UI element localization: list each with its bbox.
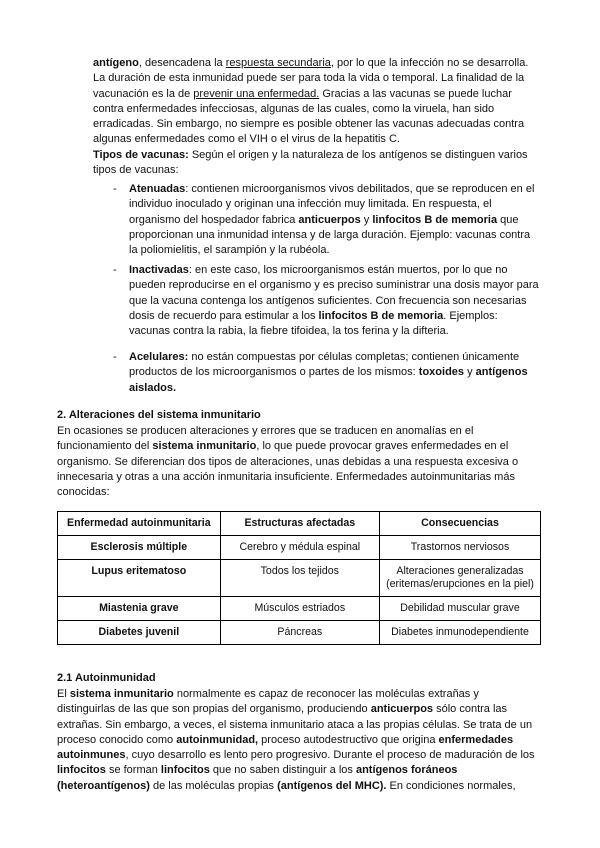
- bullet-dash: -: [113, 264, 117, 276]
- line: Tipos de vacunas: Según el origen y la naturaleza de los antígenos se distinguen varios: [93, 149, 528, 161]
- table-cell: Músculos estriados: [220, 597, 379, 621]
- line: vacunación es la de prevenir una enfermedad. Gracias a las vacunas se puede luchar: [93, 87, 512, 100]
- autoimmunity-paragraph: El sistema inmunitario normalmente es capaz de reconocer las moléculas extrañas y distinguirlas de las que son propias del organismo, produciendo anticuerpos sólo contra las extrañas. Sin embargo, a veces, el sistema inmunitario ataca a las propias células. Se trata de un proceso conocido como autoinmunidad, proceso autodestructivo que origina enfermedades autoinmunes, cuyo desarrollo es lento pero progresivo. Durante el proceso de maduración de los linfocitos se forman linfocitos que no saben distinguir a los antígenos foráneos (heteroantígenos) de las moléculas propias (antígenos del MHC). En condiciones normales,: [57, 688, 535, 792]
- table-header: Enfermedad autoinmunitaria: [58, 512, 221, 536]
- table-cell: Páncreas: [220, 621, 379, 645]
- table-cell: Debilidad muscular grave: [379, 597, 540, 621]
- section-title: 2.1 Autoinmunidad: [57, 672, 156, 684]
- table-cell: Trastornos nerviosos: [379, 536, 540, 560]
- table-header: Estructuras afectadas: [220, 512, 379, 536]
- line: erradicadas. Sin embargo, no siempre es posible obtener las vacunas adecuadas contra: [93, 118, 525, 131]
- table-cell: Alteraciones generalizadas (eritemas/erupciones en la piel): [379, 560, 540, 597]
- table-row: [58, 536, 541, 560]
- line: algunas enfermedades como el VIH o el virus de la hepatitis C.: [93, 133, 400, 146]
- table-row: [58, 597, 541, 621]
- line: tipos de vacunas:: [93, 164, 179, 177]
- table-cell: Miastenia grave: [58, 597, 221, 621]
- table-header: Consecuencias: [379, 512, 540, 536]
- section2-paragraph: En ocasiones se producen alteraciones y errores que se traducen en anomalías en el funcionamiento del sistema inmunitario, lo que puede provocar graves enfermedades en el organismo. Se diferencian dos tipos de alteraciones, unas debidas a una respuesta excesiva o innecesaria y otras a una acción inmunitaria insuficiente. Enfermedades autoinmunitarias más conocidas:: [57, 425, 519, 499]
- table-cell: Diabetes inmunodependiente: [379, 621, 540, 645]
- table-header-row: [58, 512, 541, 536]
- autoimmune-diseases-table: [57, 511, 541, 645]
- section-title: 2. Alteraciones del sistema inmunitario: [57, 409, 261, 421]
- vaccination-paragraph: [93, 56, 541, 148]
- table-cell: Todos los tejidos: [220, 560, 379, 597]
- bullet-inactivated: Inactivadas: en este caso, los microorganismos están muertos, por lo que no pueden reproducirse en el organismo y es preciso suministrar una dosis mayor para que la vacuna contenga los antígenos suficientes. Con frecuencia son necesarias dosis de recuerdo para estimular a los linfocitos B de memoria. Ejemplos: vacunas contra la rabia, la fiebre tifoidea, la tos ferina y la difteria.: [129, 264, 539, 338]
- line: contra enfermedades infecciosas, algunas de las cuales, como la viruela, han sido: [93, 102, 495, 115]
- line: La duración de esta inmunidad puede ser para toda la vida o temporal. La finalidad de la: [93, 72, 525, 85]
- bullet-dash: -: [113, 351, 117, 363]
- table-cell: Lupus eritematoso: [58, 560, 221, 597]
- bullet-acellular: Acelulares: no están compuestas por células completas; contienen únicamente productos de los microorganismos o partes de los mismos: toxoides y antígenos aislados.: [129, 351, 528, 394]
- bullet-attenuated: Atenuadas: contienen microorganismos vivos debilitados, que se reproducen en el individuo inoculado y originan una infección muy limitada. En respuesta, el organismo del hospedador fabrica anticuerpos y linfocitos B de memoria que proporcionan una inmunidad intensa y de larga duración. Ejemplo: vacunas contra la poliomielitis, el sarampión y la rubéola.: [129, 183, 535, 257]
- table-cell: Esclerosis múltiple: [58, 536, 221, 560]
- table-cell: Diabetes juvenil: [58, 621, 221, 645]
- table-cell: Cerebro y médula espinal: [220, 536, 379, 560]
- bullet-dash: -: [113, 183, 117, 195]
- vaccine-types-intro: [93, 148, 541, 179]
- line: antígeno, desencadena la respuesta secundaria, por lo que la infección no se desarrolla.: [93, 57, 529, 69]
- table-row: [58, 560, 541, 597]
- table-row: [58, 621, 541, 645]
